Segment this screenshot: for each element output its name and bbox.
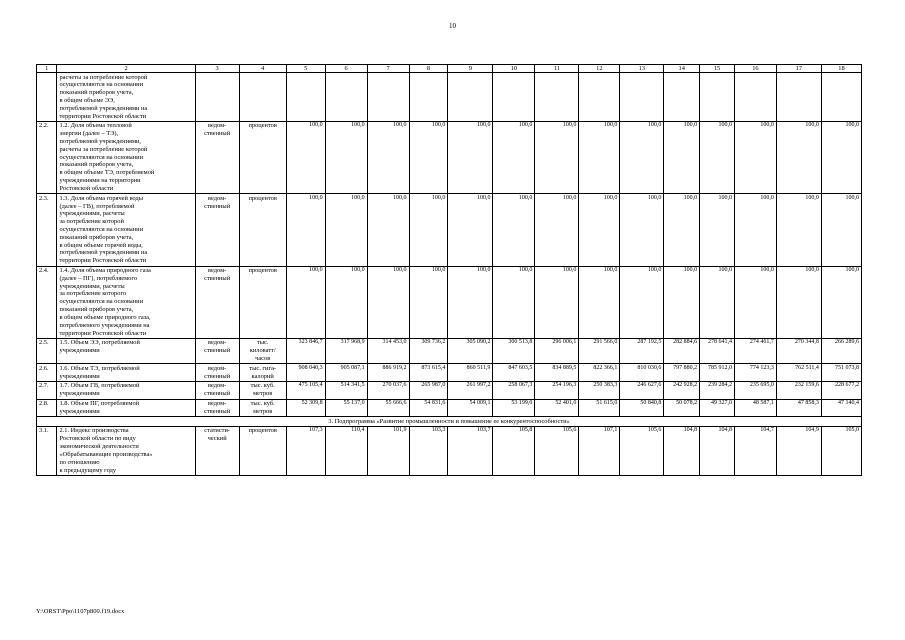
indicator-name-line: «Обрабатывающие производства» bbox=[59, 450, 153, 458]
indicator-name-line: осуществляются на основании bbox=[59, 225, 144, 233]
value-cell bbox=[535, 73, 579, 122]
row-number: 2.7. bbox=[37, 381, 57, 399]
column-number-6: 6 bbox=[325, 65, 367, 73]
value-cell: 100,0 bbox=[821, 266, 861, 338]
measure-unit-line: процентов bbox=[248, 122, 277, 130]
value-cell: 797 880,2 bbox=[664, 364, 700, 382]
indicator-name-line: в общем объеме ТЭ, потребляемой bbox=[59, 169, 155, 177]
column-number-9: 9 bbox=[448, 65, 493, 73]
indicator-name bbox=[57, 381, 195, 399]
measure-unit bbox=[239, 194, 286, 266]
measure-unit bbox=[239, 426, 286, 475]
value-cell bbox=[448, 73, 493, 122]
value-cell: 762 511,4 bbox=[776, 364, 821, 382]
measure-unit-line: киловатт/ bbox=[249, 347, 276, 355]
value-cell bbox=[620, 73, 664, 122]
indicator-name-line: (далее – ГВ), потребляемой bbox=[59, 202, 135, 210]
row-number: 2.6. bbox=[37, 364, 57, 382]
indicator-name-line: к предыдущему году bbox=[59, 466, 117, 474]
indicator-name-line: 1.2. Доля объема тепловой bbox=[59, 122, 132, 130]
indicator-name-line: потребляемой учреждениями, bbox=[59, 138, 142, 146]
value-cell: 774 123,3 bbox=[734, 364, 776, 382]
value-cell bbox=[367, 73, 409, 122]
measure-unit bbox=[239, 381, 286, 399]
column-number-2: 2 bbox=[57, 65, 195, 73]
value-cell: 104,8 bbox=[664, 426, 700, 475]
indicator-name-line: осуществляются на основании bbox=[59, 153, 144, 161]
indicator-name-line: экономической деятельности bbox=[59, 443, 139, 451]
value-cell: 100,0 bbox=[734, 121, 776, 193]
value-cell: 103,7 bbox=[448, 426, 493, 475]
data-source-line: ведом- bbox=[208, 382, 227, 390]
measure-unit-line: метров bbox=[253, 407, 273, 415]
indicator-name-line: учреждениями bbox=[59, 407, 100, 415]
value-cell: 475 105,4 bbox=[286, 381, 325, 399]
value-cell: 107,1 bbox=[579, 426, 620, 475]
value-cell: 54 009,1 bbox=[448, 399, 493, 417]
indicator-name-line: (далее – ПГ), потребляемого bbox=[59, 274, 138, 282]
indicator-name-line: расчеты за потребление которой bbox=[59, 145, 148, 153]
indicator-name-line: за потребление которого bbox=[59, 290, 127, 298]
indicator-name bbox=[57, 426, 195, 475]
value-cell: 100,0 bbox=[448, 266, 493, 338]
measure-unit bbox=[239, 399, 286, 417]
subprogram-title: 3. Подпрограмма «Развитие промышленности и повышение ее конкурентоспособности» bbox=[37, 417, 862, 427]
value-cell: 514 341,5 bbox=[325, 381, 367, 399]
value-cell: 105,6 bbox=[620, 426, 664, 475]
value-cell: 55 137,0 bbox=[325, 399, 367, 417]
indicator-name-line: в общем объеме ЭЭ, bbox=[59, 96, 115, 104]
measure-unit bbox=[239, 73, 286, 122]
column-number-12: 12 bbox=[579, 65, 620, 73]
measure-unit-line: процентов bbox=[248, 194, 277, 202]
measure-unit-line: тыс. куб. bbox=[250, 382, 275, 390]
value-cell bbox=[579, 73, 620, 122]
value-cell: 100,0 bbox=[409, 121, 448, 193]
indicator-name-line: учреждениями bbox=[59, 390, 100, 398]
column-number-3: 3 bbox=[195, 65, 239, 73]
value-cell: 100,0 bbox=[620, 121, 664, 193]
data-source bbox=[195, 364, 239, 382]
measure-unit bbox=[239, 364, 286, 382]
value-cell: 100,0 bbox=[409, 266, 448, 338]
value-cell: 53 199,0 bbox=[493, 399, 535, 417]
data-source-line: ведом- bbox=[208, 194, 227, 202]
indicator-name bbox=[57, 73, 195, 122]
indicator-name-line: показаний приборов учета, bbox=[59, 89, 134, 97]
value-cell: 751 073,8 bbox=[821, 364, 861, 382]
value-cell: 100,0 bbox=[821, 121, 861, 193]
value-cell: 300 513,8 bbox=[493, 338, 535, 363]
value-cell: 107,3 bbox=[286, 426, 325, 475]
value-cell: 246 627,6 bbox=[620, 381, 664, 399]
value-cell: 100,0 bbox=[776, 194, 821, 266]
indicator-name-line: по отношению bbox=[59, 458, 100, 466]
indicator-name bbox=[57, 338, 195, 363]
measure-unit-line: тыс. гига- bbox=[249, 364, 277, 372]
column-number-14: 14 bbox=[664, 65, 700, 73]
data-source-line: ственный bbox=[204, 390, 231, 398]
column-number-15: 15 bbox=[700, 65, 735, 73]
value-cell: 100,0 bbox=[493, 121, 535, 193]
value-cell: 100,0 bbox=[325, 266, 367, 338]
data-source-line: ведом- bbox=[208, 122, 227, 130]
value-cell: 100,0 bbox=[664, 266, 700, 338]
value-cell: 100,0 bbox=[286, 121, 325, 193]
subprogram-row bbox=[37, 417, 862, 427]
indicator-name-line: показаний приборов учета, bbox=[59, 233, 134, 241]
measure-unit bbox=[239, 338, 286, 363]
value-cell: 822 366,1 bbox=[579, 364, 620, 382]
indicator-name-line: показаний приборов учета, bbox=[59, 306, 134, 314]
data-source-line: статисти- bbox=[204, 427, 231, 435]
measure-unit-line: тыс. bbox=[256, 339, 269, 347]
row-number: 2.8. bbox=[37, 399, 57, 417]
value-cell: 48 587,1 bbox=[734, 399, 776, 417]
value-cell: 104,9 bbox=[776, 426, 821, 475]
value-cell bbox=[734, 73, 776, 122]
row-number: 2.4. bbox=[37, 266, 57, 338]
indicator-name-line: учреждениями bbox=[59, 372, 100, 380]
indicator-name-line: территории Ростовской области bbox=[59, 329, 147, 337]
value-cell: 100,0 bbox=[700, 121, 735, 193]
indicator-name-line: за потребление которой bbox=[59, 218, 124, 226]
row-number: 2.5. bbox=[37, 338, 57, 363]
indicator-name-line: расчеты за потребление которой bbox=[59, 73, 148, 81]
value-cell: 47 858,3 bbox=[776, 399, 821, 417]
value-cell: 100,0 bbox=[325, 121, 367, 193]
table-row bbox=[37, 381, 862, 399]
data-source bbox=[195, 381, 239, 399]
value-cell: 100,0 bbox=[821, 194, 861, 266]
indicator-name bbox=[57, 399, 195, 417]
indicator-name bbox=[57, 194, 195, 266]
value-cell: 317 968,9 bbox=[325, 338, 367, 363]
value-cell: 810 030,6 bbox=[620, 364, 664, 382]
value-cell: 785 912,0 bbox=[700, 364, 735, 382]
value-cell: 50 840,8 bbox=[620, 399, 664, 417]
value-cell: 239 284,2 bbox=[700, 381, 735, 399]
value-cell: 100,0 bbox=[579, 121, 620, 193]
row-number: 2.2. bbox=[37, 121, 57, 193]
data-source-line: ственный bbox=[204, 130, 231, 138]
measure-unit-line: часов bbox=[255, 354, 271, 362]
indicator-name-line: 1.8. Объем ПГ, потребляемой bbox=[59, 400, 140, 408]
value-cell: 305 090,2 bbox=[448, 338, 493, 363]
value-cell: 100,0 bbox=[286, 194, 325, 266]
value-cell: 834 889,5 bbox=[535, 364, 579, 382]
indicator-name-line: в общем объеме горячей воды, bbox=[59, 241, 143, 249]
value-cell bbox=[776, 73, 821, 122]
value-cell: 100,0 bbox=[367, 194, 409, 266]
value-cell: 100,0 bbox=[620, 194, 664, 266]
indicator-name-line: 2.1. Индекс производства bbox=[59, 427, 129, 435]
value-cell: 104,7 bbox=[734, 426, 776, 475]
indicator-name-line: потребляемой учреждениями на bbox=[59, 104, 148, 112]
indicator-name-line: 1.4. Доля объема природного газа bbox=[59, 267, 151, 275]
data-source-line: ческий bbox=[207, 435, 227, 443]
indicator-name-line: 1.5. Объем ЭЭ, потребляемой bbox=[59, 339, 140, 347]
indicator-name-line: осуществляются на основании bbox=[59, 298, 144, 306]
indicator-name-line: территории Ростовской области bbox=[59, 112, 147, 120]
value-cell: 110,4 bbox=[325, 426, 367, 475]
data-source-line: ственный bbox=[204, 407, 231, 415]
value-cell: 100,0 bbox=[664, 121, 700, 193]
column-number-7: 7 bbox=[367, 65, 409, 73]
value-cell: 100,0 bbox=[493, 266, 535, 338]
table-row bbox=[37, 266, 862, 338]
value-cell bbox=[409, 73, 448, 122]
column-number-4: 4 bbox=[239, 65, 286, 73]
value-cell: 860 511,9 bbox=[448, 364, 493, 382]
data-source-line: ведом- bbox=[208, 339, 227, 347]
data-source bbox=[195, 194, 239, 266]
measure-unit bbox=[239, 266, 286, 338]
table-row bbox=[37, 364, 862, 382]
table-body bbox=[37, 73, 862, 476]
value-cell: 278 641,4 bbox=[700, 338, 735, 363]
value-cell: 100,0 bbox=[367, 266, 409, 338]
data-source-line: ственный bbox=[204, 372, 231, 380]
value-cell: 100,0 bbox=[448, 121, 493, 193]
value-cell: 100,0 bbox=[579, 194, 620, 266]
indicator-name-line: потребляемой учреждениями на bbox=[59, 249, 148, 257]
indicator-name-line: показаний приборов учета, bbox=[59, 161, 134, 169]
value-cell: 232 159,6 bbox=[776, 381, 821, 399]
value-cell: 52 309,8 bbox=[286, 399, 325, 417]
indicators-table bbox=[36, 64, 862, 476]
indicator-name-line: осуществляются на основании bbox=[59, 81, 144, 89]
value-cell: 235 695,0 bbox=[734, 381, 776, 399]
indicator-name-line: 1.3. Доля объема горячей воды bbox=[59, 194, 144, 202]
value-cell bbox=[821, 73, 861, 122]
value-cell bbox=[493, 73, 535, 122]
value-cell: 265 987,0 bbox=[409, 381, 448, 399]
value-cell: 52 401,0 bbox=[535, 399, 579, 417]
data-source bbox=[195, 73, 239, 122]
value-cell bbox=[700, 73, 735, 122]
value-cell: 103,3 bbox=[409, 426, 448, 475]
value-cell: 105,8 bbox=[493, 426, 535, 475]
indicator-name-line: Ростовской области bbox=[59, 184, 114, 192]
column-number-5: 5 bbox=[286, 65, 325, 73]
indicator-name-line: 1.6. Объем ТЭ, потребляемой bbox=[59, 364, 140, 372]
indicator-name-line: потребляемого учреждениями на bbox=[59, 321, 150, 329]
value-cell: 100,0 bbox=[535, 121, 579, 193]
value-cell: 274 461,7 bbox=[734, 338, 776, 363]
data-source-line: ственный bbox=[204, 274, 231, 282]
value-cell: 873 615,4 bbox=[409, 364, 448, 382]
value-cell: 100,0 bbox=[448, 194, 493, 266]
value-cell: 100,0 bbox=[325, 194, 367, 266]
column-number-13: 13 bbox=[620, 65, 664, 73]
value-cell: 100,0 bbox=[734, 194, 776, 266]
indicator-name-line: учреждениями, расчеты bbox=[59, 282, 125, 290]
table-row bbox=[37, 399, 862, 417]
data-source bbox=[195, 399, 239, 417]
value-cell: 49 327,0 bbox=[700, 399, 735, 417]
measure-unit-line: калорий bbox=[251, 372, 274, 380]
value-cell: 104,8 bbox=[700, 426, 735, 475]
column-number-11: 11 bbox=[535, 65, 579, 73]
indicator-name-line: Ростовской области по виду bbox=[59, 435, 136, 443]
table-row bbox=[37, 121, 862, 193]
data-source bbox=[195, 338, 239, 363]
value-cell: 47 140,4 bbox=[821, 399, 861, 417]
column-number-18: 18 bbox=[821, 65, 861, 73]
measure-unit bbox=[239, 121, 286, 193]
value-cell: 100,0 bbox=[620, 266, 664, 338]
value-cell: 309 736,2 bbox=[409, 338, 448, 363]
value-cell: 291 566,0 bbox=[579, 338, 620, 363]
value-cell: 100,0 bbox=[535, 194, 579, 266]
measure-unit-line: процентов bbox=[248, 267, 277, 275]
column-number-row bbox=[37, 65, 862, 73]
value-cell: 100,0 bbox=[535, 266, 579, 338]
value-cell: 101,9 bbox=[367, 426, 409, 475]
value-cell: 905 087,1 bbox=[325, 364, 367, 382]
value-cell: 105,6 bbox=[535, 426, 579, 475]
value-cell: 242 928,2 bbox=[664, 381, 700, 399]
column-number-1: 1 bbox=[37, 65, 57, 73]
value-cell: 270 344,8 bbox=[776, 338, 821, 363]
table-row bbox=[37, 426, 862, 475]
indicator-name-line: учреждениями, расчеты bbox=[59, 210, 125, 218]
column-number-10: 10 bbox=[493, 65, 535, 73]
indicator-name-line: в общем объеме природного газа, bbox=[59, 313, 151, 321]
data-source-line: ведом- bbox=[208, 364, 227, 372]
row-number: 2.3. bbox=[37, 194, 57, 266]
value-cell: 314 453,0 bbox=[367, 338, 409, 363]
value-cell: 266 289,6 bbox=[821, 338, 861, 363]
data-source-line: ственный bbox=[204, 202, 231, 210]
value-cell: 296 006,1 bbox=[535, 338, 579, 363]
indicator-name-line: энергии (далее – ТЭ), bbox=[59, 130, 119, 138]
value-cell: 908 040,3 bbox=[286, 364, 325, 382]
value-cell: 100,0 bbox=[493, 194, 535, 266]
value-cell: 100,0 bbox=[579, 266, 620, 338]
indicator-name bbox=[57, 364, 195, 382]
value-cell: 105,0 bbox=[821, 426, 861, 475]
value-cell: 100,0 bbox=[700, 266, 735, 338]
value-cell: 323 846,7 bbox=[286, 338, 325, 363]
indicator-name-line: учреждениями bbox=[59, 347, 100, 355]
value-cell: 250 383,3 bbox=[579, 381, 620, 399]
value-cell: 282 884,6 bbox=[664, 338, 700, 363]
value-cell: 287 192,5 bbox=[620, 338, 664, 363]
table-row bbox=[37, 194, 862, 266]
page-number: 10 bbox=[449, 22, 456, 30]
row-number bbox=[37, 73, 57, 122]
value-cell: 51 615,0 bbox=[579, 399, 620, 417]
value-cell: 50 078,2 bbox=[664, 399, 700, 417]
value-cell: 54 831,6 bbox=[409, 399, 448, 417]
value-cell: 100,0 bbox=[409, 194, 448, 266]
indicator-name-line: 1.7. Объем ГВ, потребляемой bbox=[59, 382, 140, 390]
data-source bbox=[195, 266, 239, 338]
indicator-name bbox=[57, 266, 195, 338]
row-number: 3.1. bbox=[37, 426, 57, 475]
document-file-path: Y:\ORST\Ppo\1107p800.f19.docx bbox=[36, 608, 125, 615]
data-source bbox=[195, 426, 239, 475]
value-cell: 100,0 bbox=[734, 266, 776, 338]
data-source-line: ведом- bbox=[208, 400, 227, 408]
value-cell: 55 666,6 bbox=[367, 399, 409, 417]
column-number-16: 16 bbox=[734, 65, 776, 73]
data-source-line: ственный bbox=[204, 347, 231, 355]
measure-unit-line: процентов bbox=[248, 427, 277, 435]
column-number-8: 8 bbox=[409, 65, 448, 73]
table-row bbox=[37, 73, 862, 122]
indicator-name-line: учреждениями на территории bbox=[59, 177, 141, 185]
value-cell bbox=[325, 73, 367, 122]
value-cell: 100,0 bbox=[776, 266, 821, 338]
value-cell: 100,0 bbox=[367, 121, 409, 193]
value-cell: 847 603,5 bbox=[493, 364, 535, 382]
value-cell bbox=[286, 73, 325, 122]
value-cell: 254 196,3 bbox=[535, 381, 579, 399]
value-cell: 100,0 bbox=[664, 194, 700, 266]
value-cell: 261 997,2 bbox=[448, 381, 493, 399]
data-source bbox=[195, 121, 239, 193]
indicator-name bbox=[57, 121, 195, 193]
data-source-line: ведом- bbox=[208, 267, 227, 275]
value-cell: 100,0 bbox=[776, 121, 821, 193]
measure-unit-line: тыс. куб. bbox=[250, 400, 275, 408]
value-cell bbox=[664, 73, 700, 122]
table-row bbox=[37, 338, 862, 363]
value-cell: 258 067,3 bbox=[493, 381, 535, 399]
column-number-17: 17 bbox=[776, 65, 821, 73]
value-cell: 270 037,6 bbox=[367, 381, 409, 399]
value-cell: 228 677,2 bbox=[821, 381, 861, 399]
indicator-name-line: территории Ростовской области bbox=[59, 257, 147, 265]
measure-unit-line: метров bbox=[253, 390, 273, 398]
value-cell: 886 919,2 bbox=[367, 364, 409, 382]
value-cell: 100,0 bbox=[700, 194, 735, 266]
value-cell: 100,0 bbox=[286, 266, 325, 338]
